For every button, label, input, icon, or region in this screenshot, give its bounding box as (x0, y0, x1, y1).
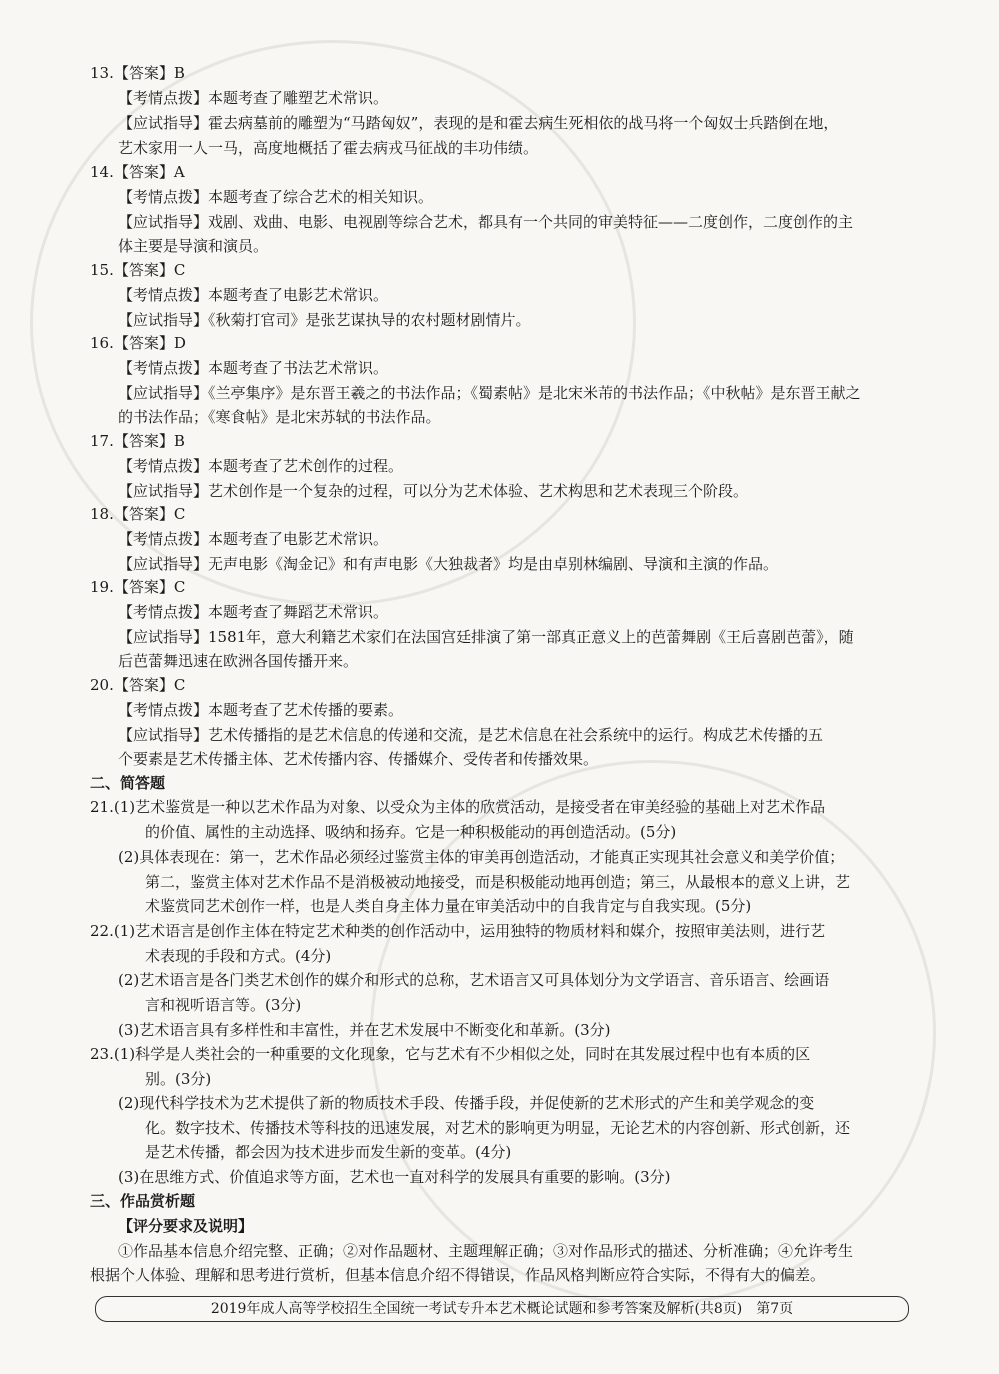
q17-answer: 17.【答案】B (90, 432, 185, 450)
q21-part2-cont: 第二，鉴赏主体对艺术作品不是消极被动地接受，而是积极能动地再创造；第三，从最根本的意义上讲，艺 (145, 873, 851, 891)
q17-guide: 【应试指导】艺术创作是一个复杂的过程，可以分为艺术体验、艺术构思和艺术表现三个阶段。 (118, 482, 749, 500)
q15-answer: 15.【答案】C (90, 261, 186, 279)
q13-answer: 13.【答案】B (90, 64, 185, 82)
section-heading-appreciation: 三、作品赏析题 (90, 1192, 196, 1210)
scoring-text: ①作品基本信息介绍完整、正确；②对作品题材、主题理解正确；③对作品形式的描述、分析准确；④允许考生 (118, 1242, 854, 1260)
q22-part1-cont: 术表现的手段和方式。(4分) (145, 947, 332, 965)
q13-guide-cont: 艺术家用一人一马，高度地概括了霍去病戎马征战的丰功伟绩。 (118, 139, 539, 157)
q14-guide: 【应试指导】戏剧、戏曲、电影、电视剧等综合艺术，都具有一个共同的审美特征——二度创作，二度创作的主 (118, 213, 854, 231)
q14-point: 【考情点拨】本题考查了综合艺术的相关知识。 (118, 188, 434, 206)
q23-part1: 23.(1)科学是人类社会的一种重要的文化现象，它与艺术有不少相似之处，同时在其发展过程中也有本质的区 (90, 1045, 811, 1063)
q16-guide: 【应试指导】《兰亭集序》是东晋王羲之的书法作品；《蜀素帖》是北宋米芾的书法作品；《中秋帖》是东晋王献之 (118, 384, 861, 402)
q19-guide-cont: 后芭蕾舞迅速在欧洲各国传播开来。 (118, 652, 359, 670)
q19-guide: 【应试指导】1581年，意大利籍艺术家们在法国宫廷排演了第一部真正意义上的芭蕾舞剧《王后喜剧芭蕾》，随 (118, 628, 854, 646)
q21-part2-cont: 术鉴赏同艺术创作一样，也是人类自身主体力量在审美活动中的自我肯定与自我实现。(5分) (145, 897, 752, 915)
q21-part1-cont: 的价值、属性的主动选择、吸纳和扬弃。它是一种积极能动的再创造活动。(5分) (145, 823, 677, 841)
q17-point: 【考情点拨】本题考查了艺术创作的过程。 (118, 457, 404, 475)
q23-part3: (3)在思维方式、价值追求等方面，艺术也一直对科学的发展具有重要的影响。(3分) (118, 1168, 671, 1186)
q20-answer: 20.【答案】C (90, 676, 186, 694)
q22-part3: (3)艺术语言具有多样性和丰富性，并在艺术发展中不断变化和革新。(3分) (118, 1021, 611, 1039)
q23-part2: (2)现代科学技术为艺术提供了新的物质技术手段、传播手段，并促使新的艺术形式的产生和美学观念的变 (118, 1094, 815, 1112)
page-footer: 2019年成人高等学校招生全国统一考试专升本艺术概论试题和参考答案及解析(共8页) 第7页 (95, 1296, 909, 1322)
q19-point: 【考情点拨】本题考查了舞蹈艺术常识。 (118, 603, 389, 621)
q20-point: 【考情点拨】本题考查了艺术传播的要素。 (118, 701, 404, 719)
q23-part2-cont: 是艺术传播，都会因为技术进步而发生新的变革。(4分) (145, 1143, 512, 1161)
q18-answer: 18.【答案】C (90, 505, 186, 523)
q20-guide: 【应试指导】艺术传播指的是艺术信息的传递和交流，是艺术信息在社会系统中的运行。构成艺术传播的五 (118, 726, 824, 744)
q22-part1: 22.(1)艺术语言是创作主体在特定艺术种类的创作活动中，运用独特的物质材料和媒介，按照审美法则，进行艺 (90, 922, 826, 940)
q21-part1: 21.(1)艺术鉴赏是一种以艺术作品为对象、以受众为主体的欣赏活动，是接受者在审美经验的基础上对艺术作品 (90, 798, 826, 816)
q15-guide: 【应试指导】《秋菊打官司》是张艺谋执导的农村题材剧情片。 (118, 311, 531, 329)
q16-answer: 16.【答案】D (90, 334, 186, 352)
q23-part1-cont: 别。(3分) (145, 1070, 212, 1088)
q14-answer: 14.【答案】A (90, 163, 185, 181)
q21-part2: (2)具体表现在：第一，艺术作品必须经过鉴赏主体的审美再创造活动，才能真正实现其社会意义和美学价值； (118, 848, 845, 866)
q20-guide-cont: 个要素是艺术传播主体、艺术传播内容、传播媒介、受传者和传播效果。 (118, 750, 599, 768)
q22-part2: (2)艺术语言是各门类艺术创作的媒介和形式的总称，艺术语言又可具体划分为文学语言、音乐语言、绘画语 (118, 971, 830, 989)
q16-guide-cont: 的书法作品；《寒食帖》是北宋苏轼的书法作品。 (118, 408, 441, 426)
q14-guide-cont: 体主要是导演和演员。 (118, 237, 269, 255)
q19-answer: 19.【答案】C (90, 578, 186, 596)
scoring-text-cont: 根据个人体验、理解和思考进行赏析，但基本信息介绍不得错误，作品风格判断应符合实际，不得有大的偏差。 (90, 1266, 826, 1284)
q18-guide: 【应试指导】无声电影《淘金记》和有声电影《大独裁者》均是由卓别林编剧、导演和主演的作品。 (118, 555, 779, 573)
section-heading-short-answer: 二、简答题 (90, 774, 166, 792)
q18-point: 【考情点拨】本题考查了电影艺术常识。 (118, 530, 389, 548)
q23-part2-cont: 化。数字技术、传播技术等科技的迅速发展，对艺术的影响更为明显，无论艺术的内容创新、形式创新，还 (145, 1119, 851, 1137)
q22-part2-cont: 言和视听语言等。(3分) (145, 996, 302, 1014)
q15-point: 【考情点拨】本题考查了电影艺术常识。 (118, 286, 389, 304)
scoring-heading: 【评分要求及说明】 (118, 1217, 254, 1235)
q13-point: 【考情点拨】本题考查了雕塑艺术常识。 (118, 89, 389, 107)
q13-guide: 【应试指导】霍去病墓前的雕塑为“马踏匈奴”，表现的是和霍去病生死相依的战马将一个匈奴士兵踏倒在地， (118, 114, 839, 132)
q16-point: 【考情点拨】本题考查了书法艺术常识。 (118, 359, 389, 377)
